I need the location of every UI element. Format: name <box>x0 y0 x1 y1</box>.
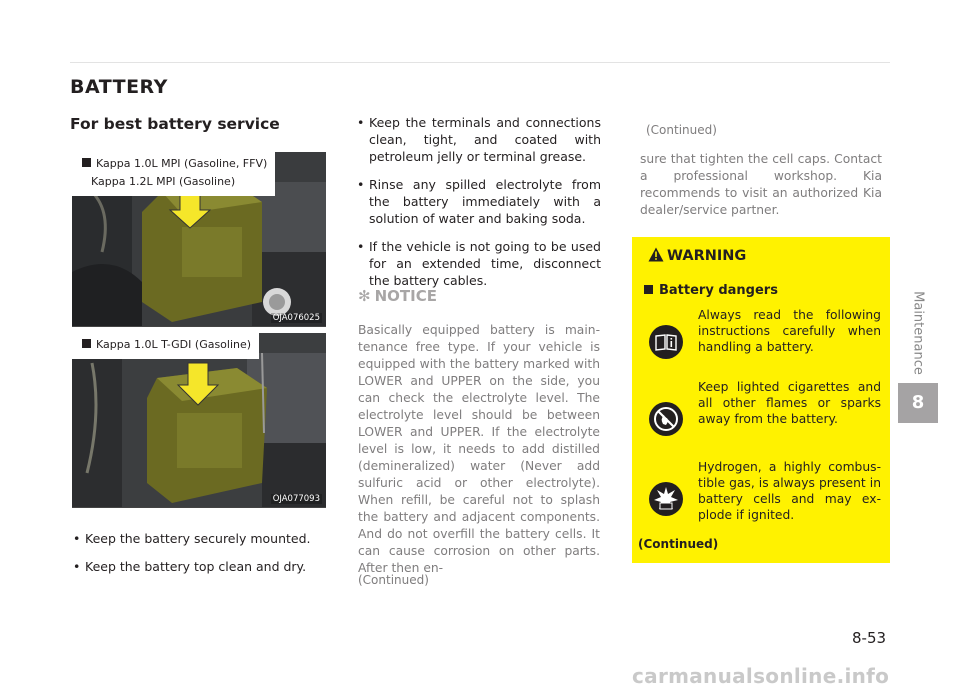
warning-subtitle <box>644 283 778 298</box>
notice-heading <box>358 287 437 305</box>
middle-bullet-list <box>356 114 601 300</box>
no-flames-icon <box>648 401 684 437</box>
caption-line: Kappa 1.0L T-GDI (Gasoline) <box>96 338 252 351</box>
figure-2-photo <box>72 333 326 508</box>
read-manual-icon <box>648 324 684 360</box>
page-number: 8-53 <box>852 629 887 647</box>
warning-triangle-icon <box>648 247 664 262</box>
chapter-side-label <box>908 285 928 380</box>
continued-label: (Continued) <box>646 123 717 137</box>
figure-1 <box>72 152 326 327</box>
warning-title: WARNING <box>667 248 747 264</box>
subsection-title: For best battery service <box>70 115 280 133</box>
list-item: • Keep the battery top clean and dry. <box>72 558 328 575</box>
continued-label: (Continued) <box>358 573 429 587</box>
list-item: • Keep the battery securely mounted. <box>72 530 328 547</box>
bullet-square-icon <box>82 158 91 167</box>
list-item: • Rinse any spilled electrolyte from the battery immediately with a solution of water and baking soda. <box>356 176 601 227</box>
bullet-square-icon <box>82 339 91 348</box>
figure-2-caption <box>72 333 259 359</box>
chapter-tab: 8 <box>898 383 938 423</box>
continued-label: (Continued) <box>638 537 719 551</box>
chapter-name: Maintenance <box>910 290 926 375</box>
warning-heading <box>648 247 746 264</box>
figure-1-caption <box>72 152 275 196</box>
warning-box <box>632 237 890 563</box>
continued-text: sure that tighten the cell caps. Contact a professional workshop. Kia recommends to visit an authorized Kia dealer/service partner. <box>640 152 882 217</box>
caption-line: Kappa 1.2L MPI (Gasoline) <box>91 175 236 188</box>
notice-body: Basically equipped battery is maintenance free type. If your vehicle is equipped with the battery marked with LOWER and UPPER on the side, you can check the electrolyte level. The electrolyte level should be between LOWER and UPPER. If the electrolyte level is low, it needs to add distilled (demineralized) water (Never add sulfuric acid or other electrolyte). When refill, be careful not to splash the battery and adjacent components. And do not overfill the battery cells. It can cause corrosion on other parts. After then en- <box>358 323 600 575</box>
explosion-icon <box>648 481 684 517</box>
warning-item-text: Hydrogen, a highly combustible gas, is always present in battery cells and may explode if ignited. <box>698 460 881 522</box>
watermark: carmanualsonline.info <box>632 664 890 688</box>
figure-1-photo <box>72 152 326 327</box>
figure-2 <box>72 333 326 508</box>
list-item: • Keep the terminals and connections clean, tight, and coated with petroleum jelly or terminal grease. <box>356 114 601 165</box>
top-rule <box>70 62 890 63</box>
left-bullet-list <box>72 530 328 586</box>
warning-subtitle-text: Battery dangers <box>659 283 778 298</box>
warning-item-text: Always read the following instructions carefully when handling a battery. <box>698 308 881 354</box>
bullet-square-icon <box>644 285 653 294</box>
section-title: BATTERY <box>70 76 168 98</box>
engine-bay-photo <box>72 333 326 508</box>
figure-code: OJA077093 <box>272 494 320 504</box>
caption-line: Kappa 1.0L MPI (Gasoline, FFV) <box>96 157 268 170</box>
notice-title: NOTICE <box>374 287 437 305</box>
warning-item-text: Keep lighted cigarettes and all other flames or sparks away from the battery. <box>698 380 881 426</box>
figure-code: OJA076025 <box>272 313 320 323</box>
list-item: • If the vehicle is not going to be used for an extended time, disconnect the battery cables. <box>356 238 601 289</box>
notice-icon: ✻ <box>358 287 371 305</box>
